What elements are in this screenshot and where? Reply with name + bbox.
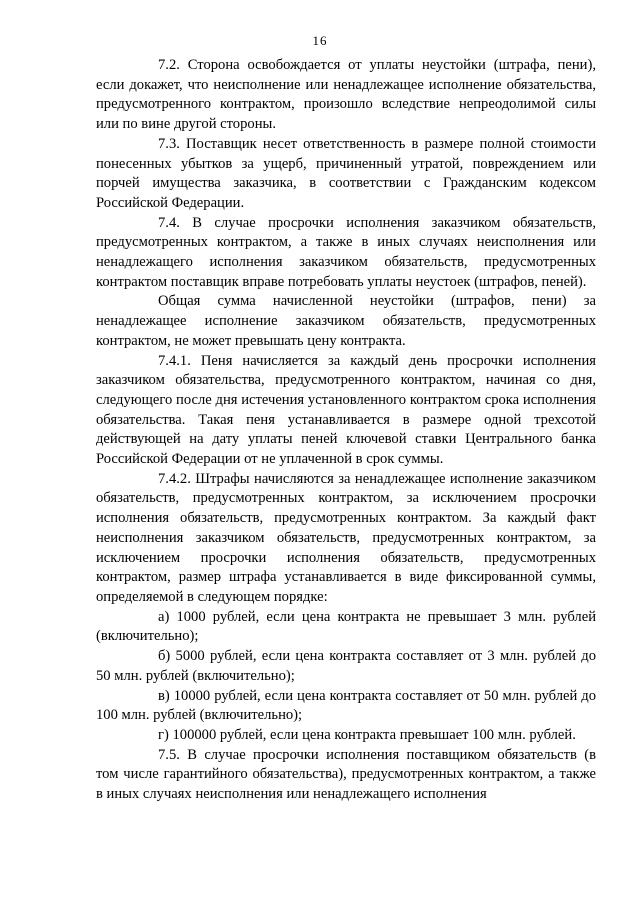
paragraph-7-4-1: 7.4.1. Пеня начисляется за каждый день просрочки исполнения заказчиком обязательства, предусмотренного контрактом, начиная со дня, следующего после дня истечения установленного контрактом срока исполнения обязательства. Такая пеня устанавливается в размере одной трехсотой действующей на дату уплаты пеней ключевой ставки Центрального банка Российской Федерации от не уплаченной в срок суммы. <box>96 352 596 468</box>
list-item-v: в) 10000 рублей, если цена контракта составляет от 50 млн. рублей до 100 млн. рублей (включительно); <box>96 687 596 724</box>
paragraph-7-5: 7.5. В случае просрочки исполнения поставщиком обязательств (в том числе гарантийного обязательства), предусмотренных контрактом, а также в иных случаях неисполнения или ненадлежащего исполнения <box>96 746 596 803</box>
document-body <box>96 56 596 805</box>
page-number: 16 <box>312 33 328 48</box>
paragraph-7-4: 7.4. В случае просрочки исполнения заказчиком обязательств, предусмотренных контрактом, а также в иных случаях неисполнения или ненадлежащего исполнения заказчиком обязательств, предусмотренных контрактом поставщик вправе потребовать уплаты неустоек (штрафов, пеней). <box>96 214 596 290</box>
paragraph-7-4-2: 7.4.2. Штрафы начисляются за ненадлежащее исполнение заказчиком обязательств, предусмотренных контрактом, за исключением просрочки исполнения обязательств, предусмотренных контрактом. За каждый факт неисполнения заказчиком обязательств, предусмотренных контрактом, за исключением просрочки исполнения обязательств, предусмотренных контрактом, размер штрафа устанавливается в виде фиксированной суммы, определяемой в следующем порядке: <box>96 470 596 605</box>
paragraph-7-2: 7.2. Сторона освобождается от уплаты неустойки (штрафа, пени), если докажет, что неисполнение или ненадлежащее исполнение обязательства, предусмотренного контрактом, произошло вследствие непреодолимой силы или по вине другой стороны. <box>96 57 596 133</box>
list-item-a: а) 1000 рублей, если цена контракта не превышает 3 млн. рублей (включительно); <box>96 608 596 645</box>
list-item-b: б) 5000 рублей, если цена контракта составляет от 3 млн. рублей до 50 млн. рублей (включительно); <box>96 648 596 684</box>
list-item-g: г) 100000 рублей, если цена контракта превышает 100 млн. рублей. <box>158 726 576 743</box>
paragraph-7-3: 7.3. Поставщик несет ответственность в размере полной стоимости понесенных убытков за ущерб, причиненный утратой, повреждением или порчей имущества заказчика, в соответствии с Гражданским кодексом Российской Федерации. <box>96 135 596 211</box>
paragraph-total-penalty: Общая сумма начисленной неустойки (штрафов, пени) за ненадлежащее исполнение заказчиком обязательств, предусмотренных контрактом, не может превышать цену контракта. <box>96 293 596 349</box>
